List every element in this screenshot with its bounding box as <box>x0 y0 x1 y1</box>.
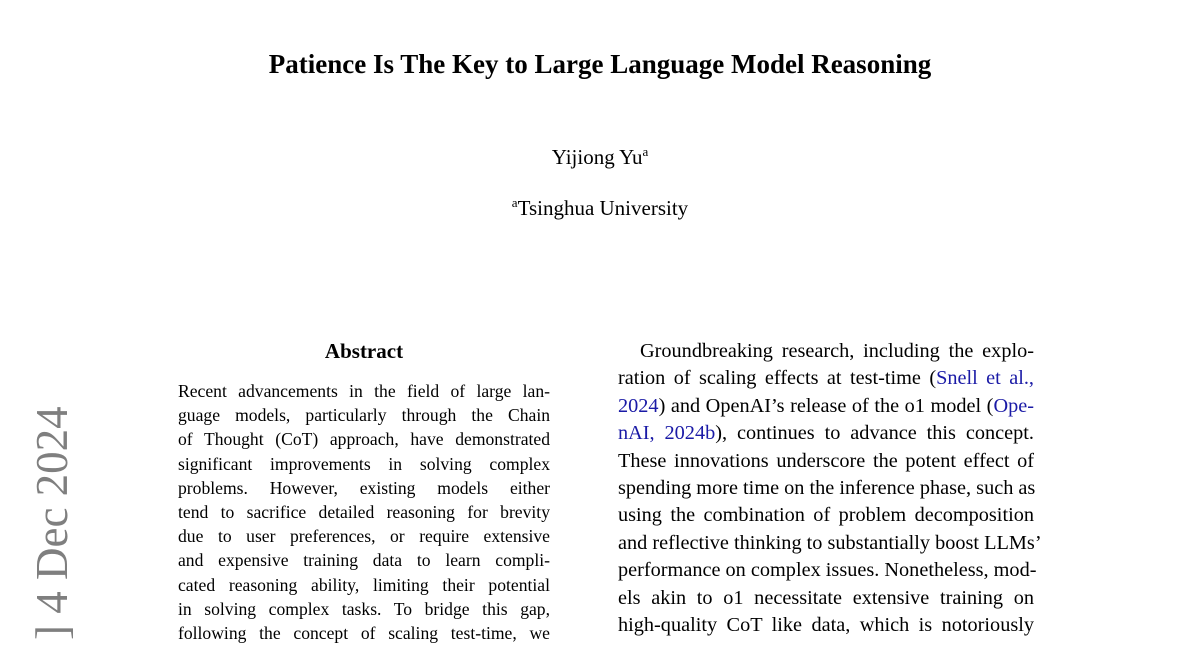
body-text-column <box>618 338 1042 639</box>
body-line: high-quality CoT like data, which is notoriously <box>618 614 1034 637</box>
body-line: These innovations underscore the potent effect of <box>618 449 1034 472</box>
abstract-line: guage models, particularly through the Chain <box>178 405 550 426</box>
author-affiliation-mark: a <box>642 144 649 159</box>
affiliation-mark: a <box>511 195 518 210</box>
citation-link-snell-2024[interactable]: Snell et al., <box>936 367 1034 390</box>
body-line: spending more time on the inference phase, such as <box>618 477 1036 500</box>
abstract-line: cated reasoning ability, limiting their potential <box>178 574 550 595</box>
arxiv-margin-stamp: ] 4 Dec 2024 <box>27 406 77 640</box>
body-line <box>618 393 1034 420</box>
body-line: els akin to o1 necessitate extensive training on <box>618 586 1034 609</box>
body-line <box>618 420 1034 447</box>
body-line: and reflective thinking to substantially boost LLMs’ <box>618 531 1042 554</box>
author-line <box>0 143 1200 171</box>
body-line: performance on complex issues. Nonetheless, mod- <box>618 559 1037 582</box>
affiliation-line <box>0 194 1200 222</box>
abstract-line: Recent advancements in the field of large lan- <box>178 381 550 401</box>
body-text-fragment: ration of scaling effects at test-time ( <box>618 367 937 390</box>
author-name: Yijiong Yu <box>551 145 643 169</box>
citation-link-openai-2024b[interactable]: nAI, 2024b <box>618 422 716 445</box>
abstract-heading: Abstract <box>324 339 404 363</box>
abstract-line: and expensive training data to learn compli- <box>178 550 550 571</box>
citation-link-openai-2024b[interactable]: Ope- <box>993 394 1034 417</box>
citation-link-snell-2024[interactable]: 2024 <box>618 394 659 417</box>
body-text-fragment: ) and OpenAI’s release of the o1 model ( <box>658 394 994 417</box>
abstract-line: tend to sacrifice detailed reasoning for brevity <box>178 502 550 523</box>
paper-title: Patience Is The Key to Large Language Model Reasoning <box>268 49 932 79</box>
body-text-fragment: ), continues to advance this concept. <box>715 422 1034 445</box>
abstract-line: due to user preferences, or require extensive <box>178 526 550 547</box>
abstract-line: significant improvements in solving complex <box>178 453 550 474</box>
body-line: Groundbreaking research, including the explo- <box>640 340 1034 362</box>
body-line <box>618 365 1034 392</box>
abstract-line: problems. However, existing models either <box>178 477 550 498</box>
body-line: using the combination of problem decomposition <box>618 504 1034 527</box>
abstract-line: following the concept of scaling test-time, we <box>178 623 550 644</box>
abstract-line: in solving complex tasks. To bridge this gap, <box>178 598 550 619</box>
abstract-text <box>178 379 550 645</box>
abstract-line: of Thought (CoT) approach, have demonstrated <box>178 429 550 450</box>
affiliation-name: Tsinghua University <box>517 196 689 220</box>
